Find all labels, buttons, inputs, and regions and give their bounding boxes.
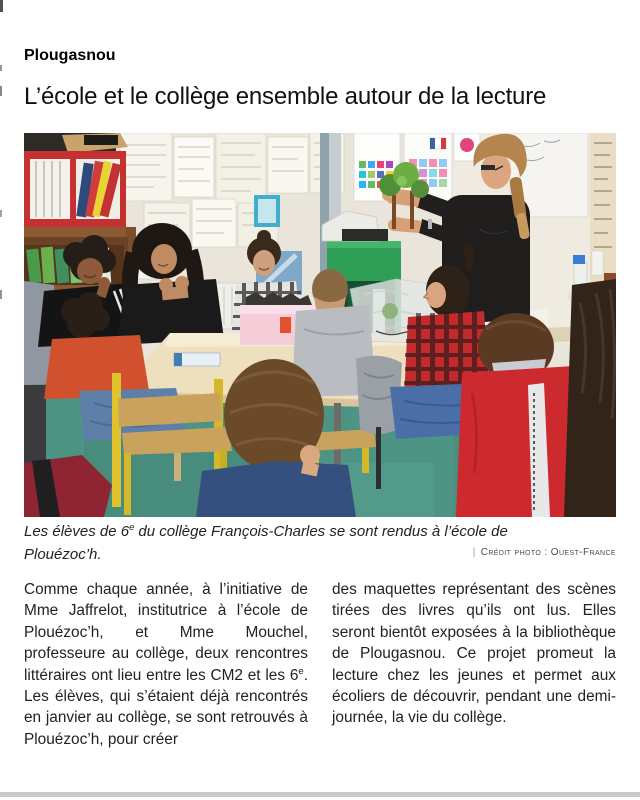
photo-credit: | Crédit photo : Ouest-France: [472, 547, 616, 558]
credit-separator: |: [472, 547, 476, 558]
red-bookshelf: [24, 133, 128, 227]
scan-artifact: [0, 65, 2, 71]
student-right-edge: [564, 279, 616, 517]
article-body: [24, 579, 616, 750]
caption-text: Les élèves de 6e du collège François-Charles se sont rendus à l’école de Plouézoc’h.: [24, 522, 508, 563]
page-bottom-rule: [0, 792, 640, 797]
scan-artifact: [0, 290, 2, 299]
article-photo: [24, 133, 616, 517]
scan-artifact: [0, 86, 2, 96]
article-headline: L’école et le collège ensemble autour de la lecture: [24, 83, 547, 110]
body-column-2: des maquettes représentant des scènes tirées des livres qu’ils ont lus. Elles seront bientôt exposées à la bibliothèque de Plougasnou. Ce projet promeut la lecture chez les jeunes et permet aux écoliers de découvrir, pendant une demi-journée, la vie du collège.: [332, 581, 616, 727]
photo-caption: [24, 520, 616, 572]
scan-artifact: [0, 210, 2, 217]
body-column-1: Comme chaque année, à l’initiative de Mme Jaffrelot, institutrice à l’école de Plouézoc’h, et Mme Mouchel, professeure au collège, deux rencontres littéraires ont lieu entre les CM2 et les 6e. Les élèves, qui s’étaient déjà rencontrés en janvier au collège, se sont retrouvés à Plouézoc’h, pour créer: [24, 581, 308, 748]
scan-artifact: [0, 0, 3, 12]
spray-bottle: [573, 255, 585, 264]
section-kicker: Plougasnou: [24, 47, 116, 64]
classroom-photo-illustration: [24, 133, 616, 517]
